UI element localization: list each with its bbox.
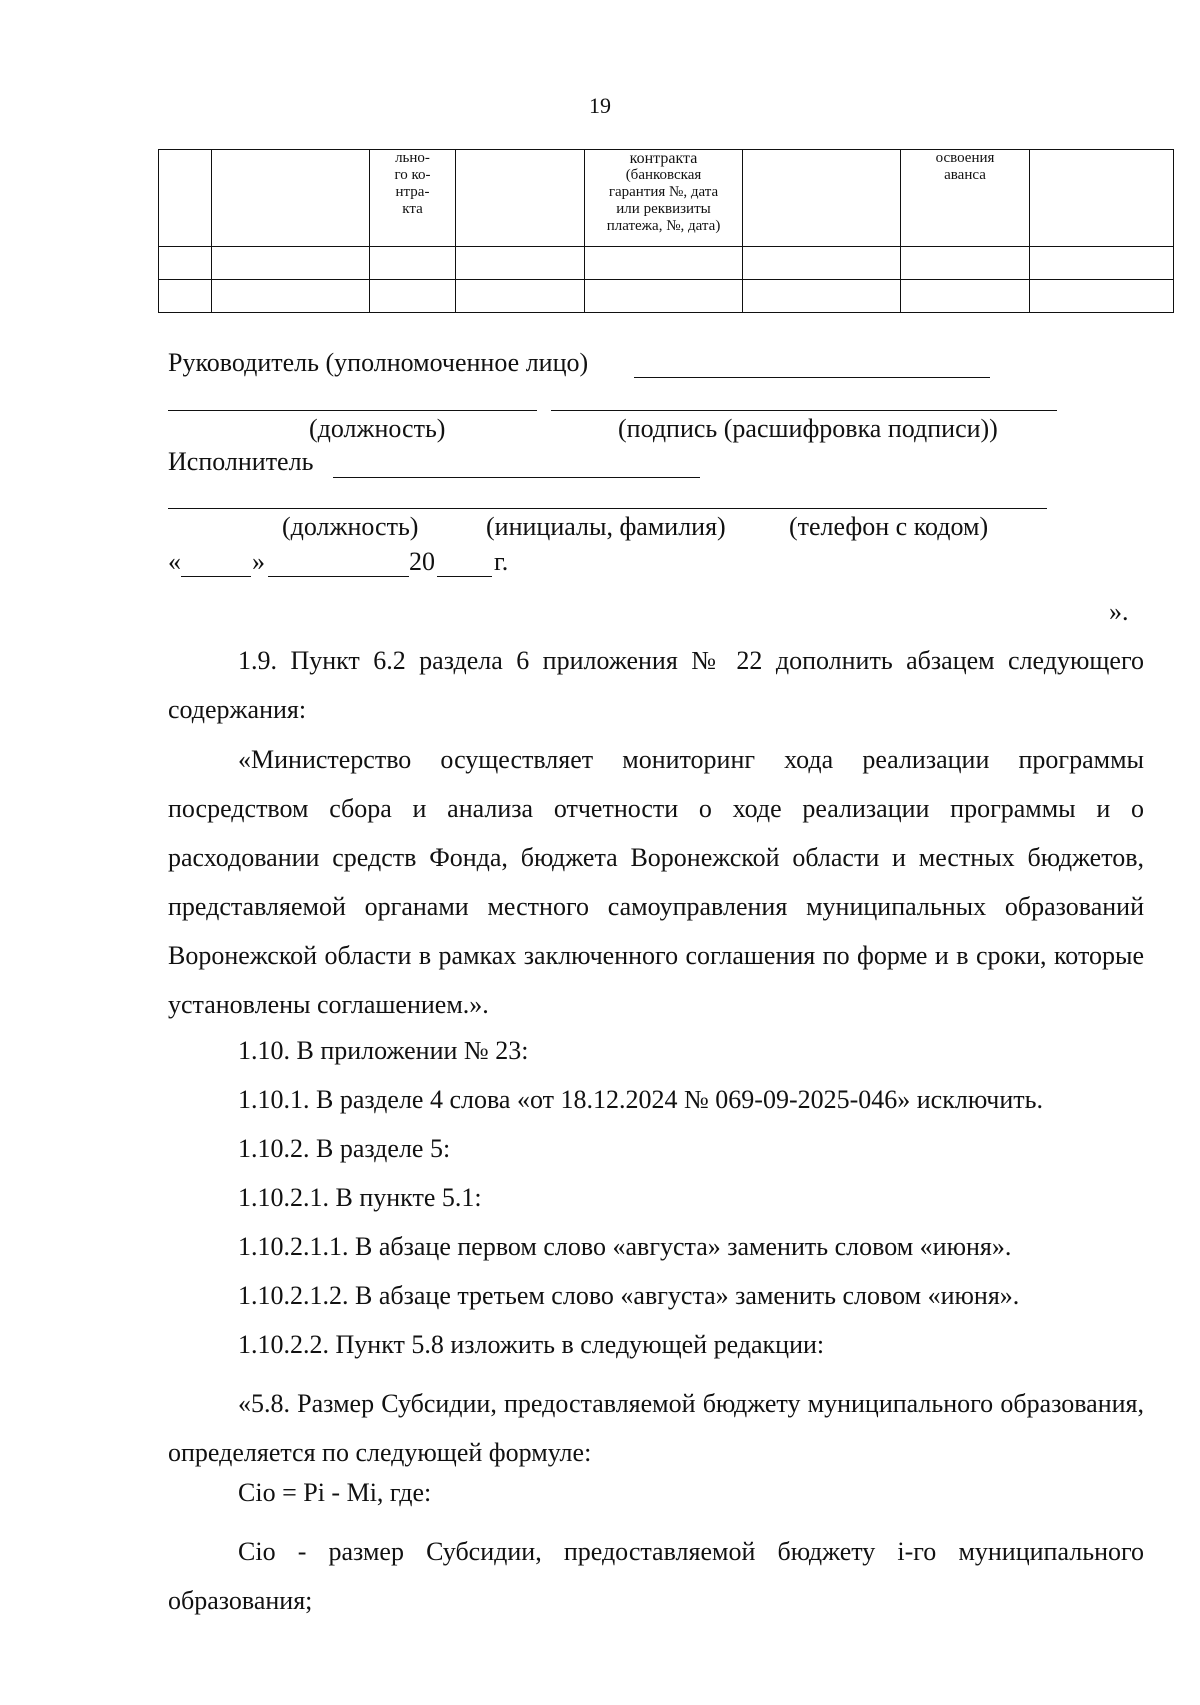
- page-number: 19: [589, 93, 611, 118]
- paragraph-ministry: «Министерство осуществляет мониторинг хода реализации программы посредством сбора и анализа отчетности о ходе реализации программы и о расходовании средств Фонда, бюджета Воронежской области и местных бюджетов, представляемой органами местного самоуправления муниципальных образований Воронежской области в рамках заключенного соглашения по форме и в сроки, которые установлены соглашением.».: [168, 745, 1144, 1019]
- signature-line: [551, 410, 1057, 411]
- signature-caption: (подпись (расшифровка подписи)): [618, 414, 998, 443]
- table-header-cell: освоения аванса: [901, 150, 1030, 247]
- table-cell: [456, 150, 585, 247]
- report-table: [158, 149, 1174, 313]
- paragraph-1-10-2-2: 1.10.2.2. Пункт 5.8 изложить в следующей редакции:: [238, 1330, 825, 1359]
- paragraph-1-10: 1.10. В приложении № 23:: [238, 1036, 529, 1065]
- table-row: [159, 280, 1174, 313]
- paragraph-1-10-1: 1.10.1. В разделе 4 слова «от 18.12.2024 № 069-09-2025-046» исключить.: [238, 1085, 1043, 1114]
- executor-label: Исполнитель: [168, 447, 314, 476]
- position-line: [168, 410, 537, 411]
- exec-position-caption: (должность): [282, 512, 419, 541]
- date-month-line: [268, 576, 409, 577]
- table-cell: [743, 150, 901, 247]
- date-day-line: [181, 576, 251, 577]
- paragraph-1-10-2-1: 1.10.2.1. В пункте 5.1:: [238, 1183, 482, 1212]
- formula: Cio = Pi - Mi, где:: [238, 1478, 432, 1507]
- table-cell: [159, 150, 212, 247]
- position-caption: (должность): [309, 414, 446, 443]
- table-cell: [1030, 150, 1174, 247]
- closing-mark: ».: [1109, 597, 1129, 626]
- date-close-quote: »: [252, 547, 265, 576]
- head-label: Руководитель (уполномоченное лицо): [168, 348, 589, 377]
- paragraph-cio: Cio - размер Субсидии, предоставляемой бюджету i-го муниципального образования;: [168, 1537, 1144, 1615]
- paragraph-1-10-2-1-1: 1.10.2.1.1. В абзаце первом слово «августа» заменить словом «июня».: [238, 1232, 1012, 1261]
- head-signature-line: [634, 377, 990, 378]
- table-header-row: [159, 150, 1174, 247]
- date-open-quote: «: [168, 547, 181, 576]
- table-cell: [212, 150, 370, 247]
- date-year-prefix: 20: [409, 547, 435, 576]
- paragraph-1-9: 1.9. Пункт 6.2 раздела 6 приложения № 22 дополнить абзацем следующего содержания:: [168, 646, 1144, 724]
- date-year-suffix: г.: [494, 547, 509, 576]
- date-year-line: [437, 576, 492, 577]
- exec-name-caption: (инициалы, фамилия): [486, 512, 726, 541]
- table-header-cell: льно- го ко- нтра- кта: [370, 150, 456, 247]
- paragraph-1-10-2-1-2: 1.10.2.1.2. В абзаце третьем слово «августа» заменить словом «июня».: [238, 1281, 1020, 1310]
- paragraph-5-8: «5.8. Размер Субсидии, предоставляемой бюджету муниципального образования, определяется по следующей формуле:: [168, 1389, 1144, 1467]
- executor-line: [333, 477, 700, 478]
- table-row: [159, 247, 1174, 280]
- paragraph-1-10-2: 1.10.2. В разделе 5:: [238, 1134, 451, 1163]
- table-header-cell: контракта (банковская гарантия №, дата или реквизиты платежа, №, дата): [585, 150, 743, 247]
- executor-details-line: [168, 508, 1047, 509]
- exec-phone-caption: (телефон с кодом): [789, 512, 989, 541]
